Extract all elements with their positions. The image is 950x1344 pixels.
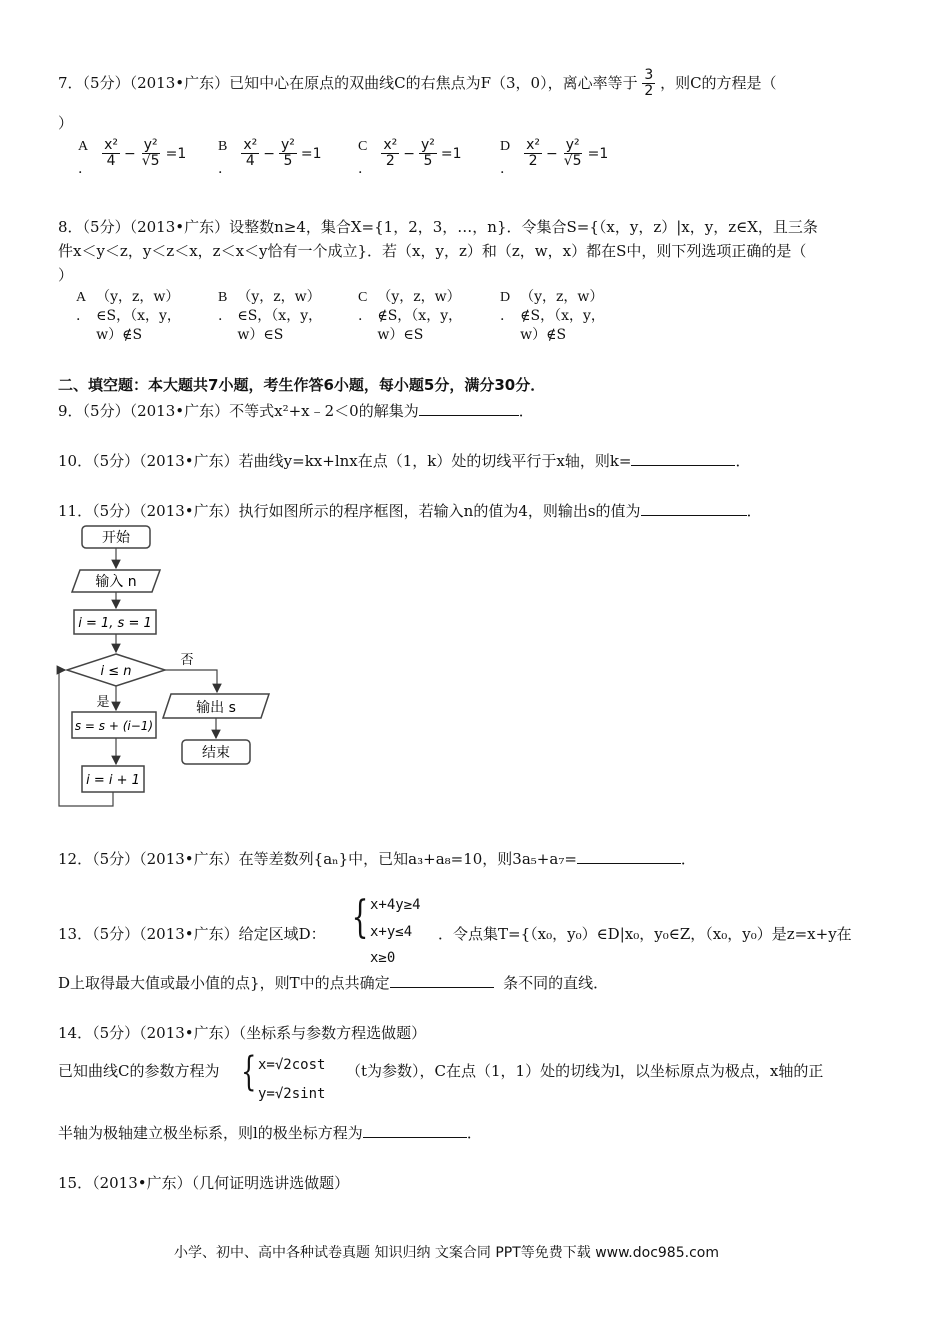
q9-text: 9．（5分）（2013•广东）不等式x²+x﹣2＜0的解集为 xyxy=(58,402,419,420)
q7-close-paren: ） xyxy=(58,114,74,132)
flow-yes-label: 是 xyxy=(96,695,110,710)
option-line: （y，z，w） xyxy=(96,289,180,305)
q13-line2 xyxy=(58,972,608,993)
frac-num: y² xyxy=(420,137,435,153)
option-letter: C xyxy=(358,139,368,154)
frac-den: 5 xyxy=(283,153,293,170)
flow-init-label: i = 1, s = 1 xyxy=(78,616,152,631)
q14-suffix: （t为参数），C在点（1，1）处的切线为l，以坐标原点为极点，x轴的正 xyxy=(346,1062,824,1080)
option-line: ∈S，（x，y， xyxy=(237,308,323,324)
flow-body-label: s = s + (i−1) xyxy=(74,719,154,733)
q10-answer-blank[interactable] xyxy=(631,451,735,466)
option-dot: . xyxy=(218,308,223,324)
q13-line2-end: 条不同的直线． xyxy=(503,974,609,992)
q7-stem xyxy=(58,68,777,100)
q13-sys-line: x+4y≥4 xyxy=(370,897,421,913)
option-letter: B xyxy=(218,290,228,305)
q14-line2 xyxy=(58,1122,482,1143)
q14-brace: { xyxy=(241,1049,257,1095)
q8-option-d[interactable] xyxy=(500,288,605,345)
q7-option-d[interactable] xyxy=(500,136,608,180)
option-dot: . xyxy=(218,161,223,177)
q7-frac-num: 3 xyxy=(644,67,654,83)
frac-num: y² xyxy=(143,137,158,153)
q9-answer-blank[interactable] xyxy=(419,401,519,416)
frac-num: x² xyxy=(526,137,541,153)
q8-option-c[interactable] xyxy=(358,288,462,345)
frac-den: 4 xyxy=(106,153,116,170)
q8-option-a[interactable] xyxy=(76,288,181,345)
minus-sign: − xyxy=(546,145,558,162)
option-dot: . xyxy=(500,308,505,324)
q9-end: ． xyxy=(518,402,534,420)
q11 xyxy=(58,500,762,521)
option-equation xyxy=(524,138,608,170)
q14-head: 14．（5分）（2013•广东）（坐标系与参数方程选做题） xyxy=(58,1024,427,1042)
equation-tail: =1 xyxy=(165,145,187,162)
q11-flowchart xyxy=(55,522,285,812)
q13-line2-text: D上取得最大值或最小值的点}，则T中的点共确定 xyxy=(58,974,390,992)
q7-option-b[interactable] xyxy=(218,136,322,180)
option-line: w）∈S xyxy=(377,327,424,343)
q7-eccentricity-fraction xyxy=(642,68,655,100)
frac-den: 2 xyxy=(528,153,538,170)
option-letter: D xyxy=(500,139,511,154)
option-line: ∉S，（x，y， xyxy=(377,308,463,324)
frac-num: x² xyxy=(104,137,119,153)
equation-tail: =1 xyxy=(587,145,609,162)
q14-answer-blank[interactable] xyxy=(363,1123,467,1138)
option-line: w）∉S xyxy=(96,327,143,343)
option-line: w）∈S xyxy=(237,327,284,343)
q12 xyxy=(58,848,696,869)
flow-no-arrow xyxy=(165,670,217,692)
q13-sys-line: x+y≤4 xyxy=(370,924,413,940)
q8-line1: 8．（5分）（2013•广东）设整数n≥4，集合X={1，2，3，…，n}．令集合S={（x，y，z）|x，y，z∈X，且三条 xyxy=(58,218,818,236)
page-footer: 小学、初中、高中各种试卷真题 知识归纳 文案合同 PPT等免费下载 www.doc985.com xyxy=(174,1245,719,1261)
q14-sys-line: x=√2cost xyxy=(258,1057,326,1073)
option-line: （y，z，w） xyxy=(237,289,321,305)
frac-den: √5 xyxy=(141,153,160,170)
option-line: w）∉S xyxy=(520,327,567,343)
section-2-heading: 二、填空题：本大题共7小题，考生作答6小题，每小题5分，满分30分． xyxy=(58,376,546,394)
frac-num: y² xyxy=(280,137,295,153)
q10-end: ． xyxy=(735,452,751,470)
q7-option-a[interactable] xyxy=(78,136,186,180)
equation-tail: =1 xyxy=(300,145,322,162)
frac-num: y² xyxy=(565,137,580,153)
flow-inc-label: i = i + 1 xyxy=(86,773,140,788)
q13-prefix: 13．（5分）（2013•广东）给定区域D： xyxy=(58,925,326,943)
flow-output-label: 输出 s xyxy=(196,700,236,716)
q8-close-paren: ） xyxy=(58,266,74,284)
frac-num: x² xyxy=(243,137,258,153)
flow-start-label: 开始 xyxy=(102,530,130,546)
option-dot: . xyxy=(500,161,505,177)
option-line: （y，z，w） xyxy=(520,289,604,305)
option-letter: A xyxy=(76,290,87,305)
q14-sys-line: y=√2sint xyxy=(258,1086,326,1102)
frac-num: x² xyxy=(383,137,398,153)
q9 xyxy=(58,400,534,421)
minus-sign: − xyxy=(124,145,136,162)
frac-den: 2 xyxy=(385,153,395,170)
flow-no-label: 否 xyxy=(180,653,194,668)
option-line: （y，z，w） xyxy=(377,289,461,305)
frac-den: 5 xyxy=(423,153,433,170)
q12-text: 12．（5分）（2013•广东）在等差数列{aₙ}中，已知a₃+a₈=10，则3a₅+a₇= xyxy=(58,850,577,868)
q11-answer-blank[interactable] xyxy=(641,501,747,516)
q15-head: 15．（2013•广东）（几何证明选讲选做题） xyxy=(58,1174,350,1192)
option-equation xyxy=(102,138,186,170)
equation-tail: =1 xyxy=(440,145,462,162)
q10-text: 10．（5分）（2013•广东）若曲线y=kx+lnx在点（1，k）处的切线平行于x轴，则k= xyxy=(58,452,632,470)
option-equation xyxy=(241,138,321,170)
q8-line2: 件x＜y＜z，y＜z＜x，z＜x＜y恰有一个成立}．若（x，y，z）和（z，w，x）都在S中，则下列选项正确的是（ xyxy=(58,242,807,260)
q12-end: ． xyxy=(680,850,696,868)
frac-den: 4 xyxy=(245,153,255,170)
flow-decision-label: i ≤ n xyxy=(100,664,132,679)
q13-suffix: ．令点集T={（x₀，y₀）∈D|x₀，y₀∈Z，（x₀，y₀）是z=x+y在 xyxy=(438,925,852,943)
q8-option-b[interactable] xyxy=(218,288,322,345)
q11-text: 11．（5分）（2013•广东）执行如图所示的程序框图，若输入n的值为4，则输出s的值为 xyxy=(58,502,641,520)
q7-option-c[interactable] xyxy=(358,136,462,180)
flow-end-label: 结束 xyxy=(202,745,230,761)
q10 xyxy=(58,450,751,471)
q13-brace: { xyxy=(351,892,369,943)
q7-frac-den: 2 xyxy=(644,83,654,100)
option-dot: . xyxy=(78,161,83,177)
option-dot: . xyxy=(76,308,81,324)
option-letter: D xyxy=(500,290,511,305)
q11-end: ． xyxy=(746,502,762,520)
option-line: ∈S，（x，y， xyxy=(96,308,181,324)
q14-end: ． xyxy=(466,1124,482,1142)
flow-input-label: 输入 n xyxy=(95,574,137,590)
option-dot: . xyxy=(358,161,363,177)
q14-line2-text: 半轴为极轴建立极坐标系，则l的极坐标方程为 xyxy=(58,1124,363,1142)
q7-stem-text: 7．（5分）（2013•广东）已知中心在原点的双曲线C的右焦点为F（3，0），离心率等于 xyxy=(58,73,638,92)
option-equation xyxy=(381,138,461,170)
option-line: ∉S，（x，y， xyxy=(520,308,605,324)
q12-answer-blank[interactable] xyxy=(577,849,681,864)
option-letter: A xyxy=(78,139,89,154)
option-dot: . xyxy=(358,308,363,324)
option-letter: B xyxy=(218,139,228,154)
option-letter: C xyxy=(358,290,368,305)
frac-den: √5 xyxy=(563,153,582,170)
q7-stem-tail: ，则C的方程是（ xyxy=(660,73,777,92)
q14-prefix: 已知曲线C的参数方程为 xyxy=(58,1062,220,1080)
minus-sign: − xyxy=(403,145,415,162)
minus-sign: − xyxy=(263,145,275,162)
q13-sys-line: x≥0 xyxy=(370,950,396,966)
q13-answer-blank[interactable] xyxy=(390,973,494,988)
